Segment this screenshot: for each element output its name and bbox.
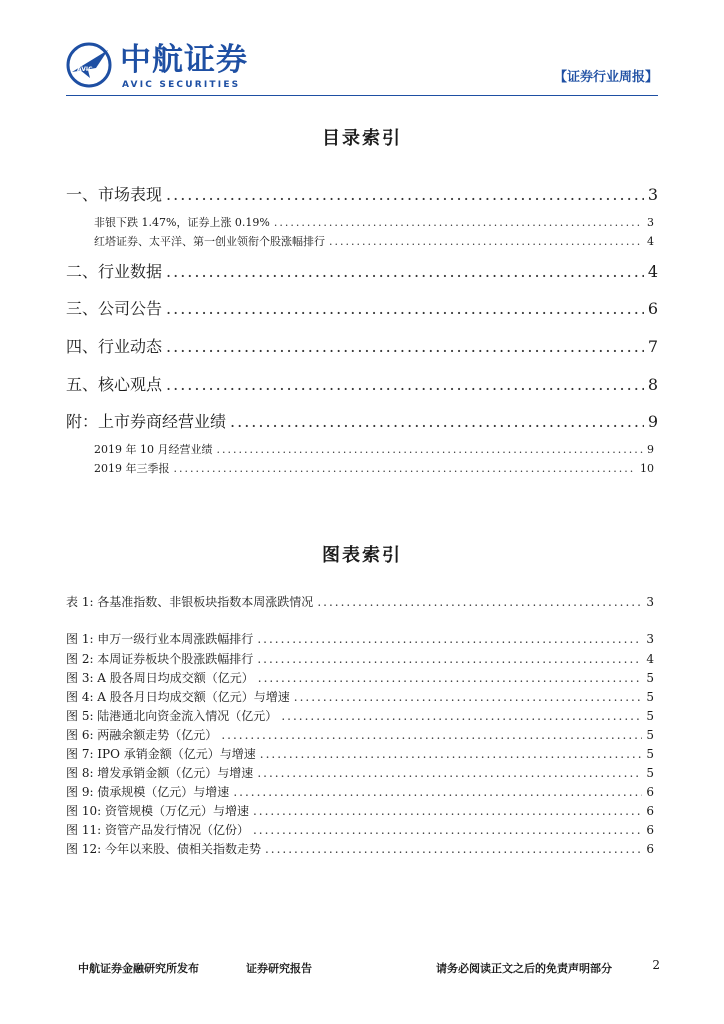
figure-index-title: 图表索引 bbox=[322, 545, 402, 566]
footer-publisher: 中航证券金融研究所发布 bbox=[78, 962, 199, 975]
figure-entry-label: 图 11: 资管产品发行情况（亿份） bbox=[66, 823, 249, 837]
toc-entry-label: 二、行业数据 bbox=[66, 262, 163, 281]
figure-entry-page: 3 bbox=[646, 632, 654, 646]
toc-entry[interactable] bbox=[66, 372, 658, 394]
footer-report-type: 证券研究报告 bbox=[246, 962, 312, 975]
toc-leader bbox=[233, 785, 642, 799]
toc-leader bbox=[317, 595, 642, 609]
brand-name-en: AVIC SECURITIES bbox=[122, 80, 241, 90]
brand-name: 中航证券 bbox=[120, 42, 248, 78]
toc-entry-page: 10 bbox=[640, 462, 654, 475]
figure-entry-page: 6 bbox=[646, 842, 654, 856]
toc-entry-page: 4 bbox=[647, 235, 654, 248]
figure-entry-label: 图 3: A 股各周日均成交额（亿元） bbox=[66, 671, 254, 685]
figure-entry[interactable] bbox=[66, 688, 658, 706]
toc-leader bbox=[257, 652, 642, 666]
toc-leader bbox=[166, 337, 644, 356]
figure-entry[interactable] bbox=[66, 593, 658, 611]
figure-entry-page: 4 bbox=[646, 652, 654, 666]
toc-entry[interactable] bbox=[66, 334, 658, 356]
toc-leader bbox=[329, 235, 643, 248]
toc-subentry[interactable] bbox=[66, 233, 658, 249]
figure-entry-page: 5 bbox=[646, 766, 654, 780]
toc-entry-label: 非银下跌 1.47%，证券上涨 0.19% bbox=[94, 216, 270, 229]
figure-entry-page: 6 bbox=[646, 804, 654, 818]
logo-mark-text: AVIC bbox=[77, 66, 93, 73]
figure-entry-page: 5 bbox=[646, 747, 654, 761]
report-tag: 【证券行业周报】 bbox=[553, 70, 658, 85]
figure-entry-label: 图 4: A 股各月日均成交额（亿元）与增速 bbox=[66, 690, 290, 704]
toc-entry[interactable] bbox=[66, 409, 658, 431]
toc-leader bbox=[258, 671, 643, 685]
figure-entry-page: 5 bbox=[646, 690, 654, 704]
toc-entry-label: 2019 年三季报 bbox=[94, 462, 170, 475]
toc-leader bbox=[253, 823, 642, 837]
toc-leader bbox=[294, 690, 643, 704]
toc-title: 目录索引 bbox=[322, 128, 402, 149]
toc-leader bbox=[166, 299, 644, 318]
toc-subentry[interactable] bbox=[66, 441, 658, 457]
toc-entry-label: 红塔证券、太平洋、第一创业领衔个股涨幅排行 bbox=[94, 235, 325, 248]
figure-entry[interactable] bbox=[66, 840, 658, 858]
toc-entry-page: 3 bbox=[647, 185, 658, 204]
figure-entry-page: 5 bbox=[646, 671, 654, 685]
figure-entry[interactable] bbox=[66, 764, 658, 782]
footer-disclaimer: 请务必阅读正文之后的免责声明部分 bbox=[436, 962, 612, 975]
toc-leader bbox=[221, 728, 642, 742]
toc-entry-label: 附：上市券商经营业绩 bbox=[66, 412, 227, 431]
figure-entry-label: 图 8: 增发承销金额（亿元）与增速 bbox=[66, 766, 254, 780]
toc-entry-page: 9 bbox=[647, 412, 658, 431]
toc-entry-page: 8 bbox=[647, 375, 658, 394]
toc-entry-label: 2019 年 10 月经营业绩 bbox=[94, 443, 213, 456]
figure-entry-page: 5 bbox=[646, 728, 654, 742]
figure-entry-label: 图 7: IPO 承销金额（亿元）与增速 bbox=[66, 747, 256, 761]
figure-entry-label: 图 10: 资管规模（万亿元）与增速 bbox=[66, 804, 249, 818]
figure-entry[interactable] bbox=[66, 821, 658, 839]
figure-entry[interactable] bbox=[66, 726, 658, 744]
figure-entry[interactable] bbox=[66, 650, 658, 668]
toc-entry-page: 6 bbox=[647, 299, 658, 318]
toc-entry-page: 3 bbox=[647, 216, 654, 229]
figure-entry-page: 5 bbox=[646, 709, 654, 723]
toc-leader bbox=[166, 375, 644, 394]
toc-leader bbox=[257, 766, 642, 780]
figure-entry-page: 3 bbox=[646, 595, 654, 609]
toc-leader bbox=[274, 216, 643, 229]
toc-leader bbox=[265, 842, 642, 856]
toc-entry-label: 一、市场表现 bbox=[66, 185, 163, 204]
toc-entry[interactable] bbox=[66, 259, 658, 281]
figure-entry-page: 6 bbox=[646, 823, 654, 837]
figure-entry-label: 图 2: 本周证券板块个股涨跌幅排行 bbox=[66, 652, 254, 666]
toc-leader bbox=[166, 185, 644, 204]
toc-leader bbox=[260, 747, 643, 761]
figure-entry-label: 图 6: 两融余额走势（亿元） bbox=[66, 728, 218, 742]
toc-leader bbox=[230, 412, 644, 431]
toc-entry-label: 五、核心观点 bbox=[66, 375, 163, 394]
toc-leader bbox=[281, 709, 642, 723]
figure-entry[interactable] bbox=[66, 802, 658, 820]
figure-entry-label: 表 1: 各基准指数、非银板块指数本周涨跌情况 bbox=[66, 595, 314, 609]
toc-entry-label: 三、公司公告 bbox=[66, 299, 163, 318]
toc-entry-page: 4 bbox=[647, 262, 658, 281]
toc-subentry[interactable] bbox=[66, 214, 658, 230]
figure-entry[interactable] bbox=[66, 783, 658, 801]
toc-leader bbox=[174, 462, 637, 475]
figure-entry-label: 图 12: 今年以来股、债相关指数走势 bbox=[66, 842, 261, 856]
figure-entry-label: 图 1: 申万一级行业本周涨跌幅排行 bbox=[66, 632, 254, 646]
figure-entry-page: 6 bbox=[646, 785, 654, 799]
header-divider bbox=[66, 95, 658, 96]
page-header bbox=[0, 0, 724, 110]
page-footer bbox=[66, 960, 658, 980]
toc-entry-label: 四、行业动态 bbox=[66, 337, 163, 356]
figure-entry-label: 图 5: 陆港通北向资金流入情况（亿元） bbox=[66, 709, 278, 723]
toc-leader bbox=[253, 804, 642, 818]
figure-entry[interactable] bbox=[66, 707, 658, 725]
toc-entry-page: 7 bbox=[647, 337, 658, 356]
toc-subentry[interactable] bbox=[66, 460, 658, 476]
toc-entry[interactable] bbox=[66, 182, 658, 204]
toc-leader bbox=[257, 632, 642, 646]
company-logo bbox=[66, 40, 266, 100]
page-number: 2 bbox=[652, 958, 660, 972]
figure-entry[interactable] bbox=[66, 630, 658, 648]
toc-leader bbox=[166, 262, 644, 281]
toc-leader bbox=[216, 443, 643, 456]
figure-entry[interactable] bbox=[66, 669, 658, 687]
avic-logo-icon bbox=[66, 42, 112, 88]
toc-entry-page: 9 bbox=[647, 443, 654, 456]
figure-entry-label: 图 9: 债承规模（亿元）与增速 bbox=[66, 785, 230, 799]
toc-entry[interactable] bbox=[66, 296, 658, 318]
figure-entry[interactable] bbox=[66, 745, 658, 763]
